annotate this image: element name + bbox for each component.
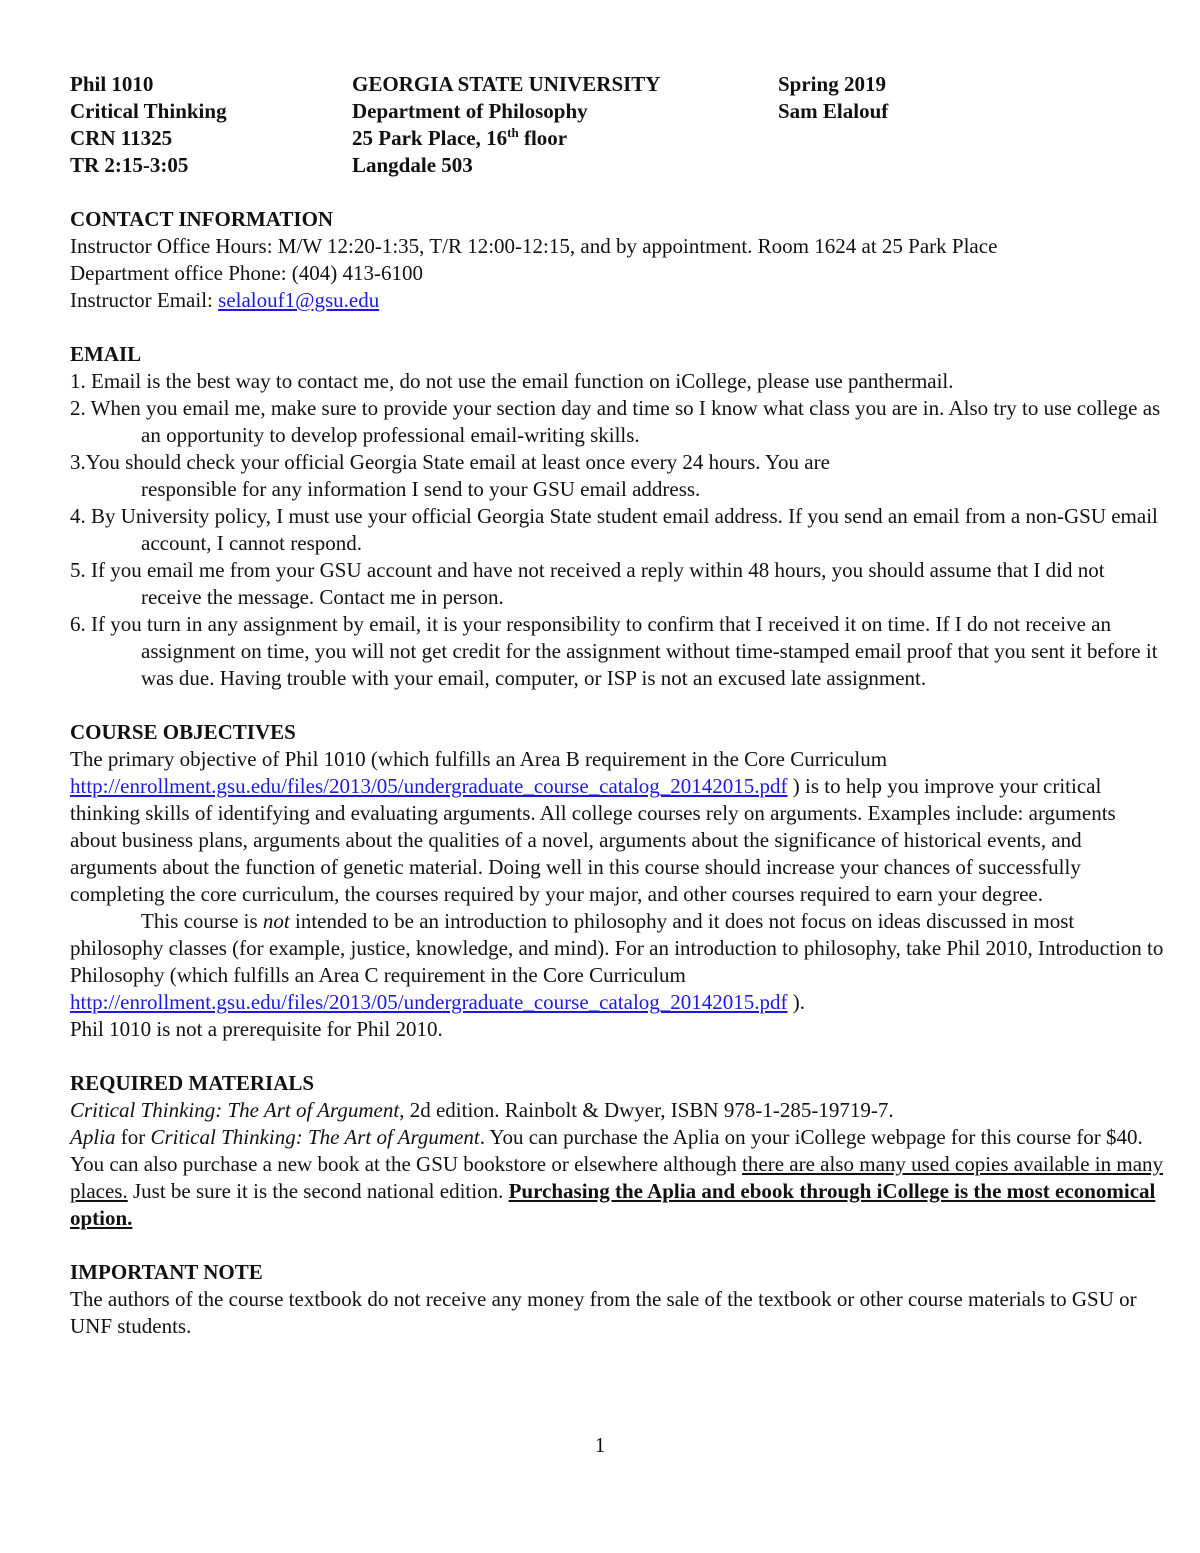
- section-heading: EMAIL: [70, 342, 142, 366]
- classroom: Langdale 503: [352, 153, 473, 177]
- email-link[interactable]: selalouf1@gsu.edu: [218, 288, 380, 312]
- section-heading: CONTACT INFORMATION: [70, 207, 334, 231]
- course-number: Phil 1010: [70, 72, 154, 96]
- note-section: [70, 1259, 1165, 1340]
- list-item: 6. If you turn in any assignment by email, it is your responsibility to confirm that I received it on time. If I do not receive an assignment on time, you will not get credit for the assignment without time-stamped email proof that you sent it before it was due. Having trouble with your email, computer, or ISP is not an excused late assignment.: [70, 612, 1158, 690]
- note-text: The authors of the course textbook do not receive any money from the sale of the textbook or other course materials to GSU or UNF students.: [70, 1287, 1137, 1338]
- department-name: Department of Philosophy: [352, 99, 588, 123]
- university-name: GEORGIA STATE UNIVERSITY: [352, 72, 661, 96]
- instructor-email: Instructor Email: selalouf1@gsu.edu: [70, 288, 380, 312]
- section-heading: COURSE OBJECTIVES: [70, 720, 296, 744]
- aplia-paragraph: Aplia for Critical Thinking: The Art of Argument. You can purchase the Aplia on your iCollege webpage for this course for $40. You can also purchase a new book at the GSU bookstore or elsewhere although there are also many used copies available in many places. Just be sure it is the second national edition. Purchasing the Aplia and ebook through iCollege is the most economical option.: [70, 1125, 1164, 1230]
- objectives-section: [70, 719, 1165, 1043]
- list-item: 2. When you email me, make sure to provide your section day and time so I know what class you are in. Also try to use college as an opportunity to develop professional email-writing skills.: [70, 396, 1161, 447]
- materials-section: [70, 1070, 1165, 1232]
- list-item: 1. Email is the best way to contact me, do not use the email function on iCollege, please use panthermail.: [70, 369, 954, 393]
- term-info-column: [778, 71, 888, 125]
- crn: CRN 11325: [70, 126, 173, 150]
- office-hours: Instructor Office Hours: M/W 12:20-1:35, T/R 12:00-12:15, and by appointment. Room 1624 at 25 Park Place: [70, 234, 998, 258]
- objectives-paragraph-3: Phil 1010 is not a prerequisite for Phil 2010.: [70, 1017, 443, 1041]
- course-info-column: [70, 71, 227, 179]
- term: Spring 2019: [778, 72, 886, 96]
- catalog-link[interactable]: http://enrollment.gsu.edu/files/2013/05/undergraduate_course_catalog_20142015.pdf: [70, 990, 788, 1014]
- course-title: Critical Thinking: [70, 99, 227, 123]
- page-number: 1: [594, 1433, 606, 1457]
- section-heading: IMPORTANT NOTE: [70, 1260, 263, 1284]
- section-heading: REQUIRED MATERIALS: [70, 1071, 315, 1095]
- department-phone: Department office Phone: (404) 413-6100: [70, 261, 424, 285]
- meeting-time: TR 2:15-3:05: [70, 153, 189, 177]
- objectives-paragraph-2: This course is not intended to be an introduction to philosophy and it does not focus on ideas discussed in most philosophy classes (for example, justice, knowledge, and mind). For an introduction to philosophy, take Phil 2010, Introduction to Philosophy (which fulfills an Area C requirement in the Core Curriculum http://enrollment.gsu.edu/files/2013/05/undergraduate_course_catalog_20142015.pdf ).: [70, 909, 1164, 1014]
- instructor-name: Sam Elalouf: [778, 99, 889, 123]
- department-address: 25 Park Place, 16th floor: [352, 125, 568, 150]
- university-info-column: [352, 71, 660, 179]
- list-item: 3.You should check your official Georgia State email at least once every 24 hours. You are responsible for any information I send to your GSU email address.: [70, 450, 830, 501]
- catalog-link[interactable]: http://enrollment.gsu.edu/files/2013/05/undergraduate_course_catalog_20142015.pdf: [70, 774, 788, 798]
- list-item: 5. If you email me from your GSU account and have not received a reply within 48 hours, you should assume that I did not receive the message. Contact me in person.: [70, 558, 1105, 609]
- objectives-paragraph-1: The primary objective of Phil 1010 (which fulfills an Area B requirement in the Core Curriculum http://enrollment.gsu.edu/files/2013/05/undergraduate_course_catalog_20142015.pdf ) is to help you improve your critical thinking skills of identifying and evaluating arguments. All college courses rely on arguments. Examples include: arguments about business plans, arguments about the qualities of a novel, arguments about the significance of historical events, and arguments about the function of genetic material. Doing well in this course should increase your chances of successfully completing the core curriculum, the courses required by your major, and other courses required to earn your degree.: [70, 747, 1116, 906]
- document-body: [70, 206, 1165, 1367]
- textbook-line: Critical Thinking: The Art of Argument, 2d edition. Rainbolt & Dwyer, ISBN 978-1-285-19719-7.: [70, 1098, 894, 1122]
- contact-section: [70, 206, 1165, 314]
- list-item: 4. By University policy, I must use your official Georgia State student email address. If you send an email from a non-GSU email account, I cannot respond.: [70, 504, 1158, 555]
- email-section: [70, 341, 1165, 692]
